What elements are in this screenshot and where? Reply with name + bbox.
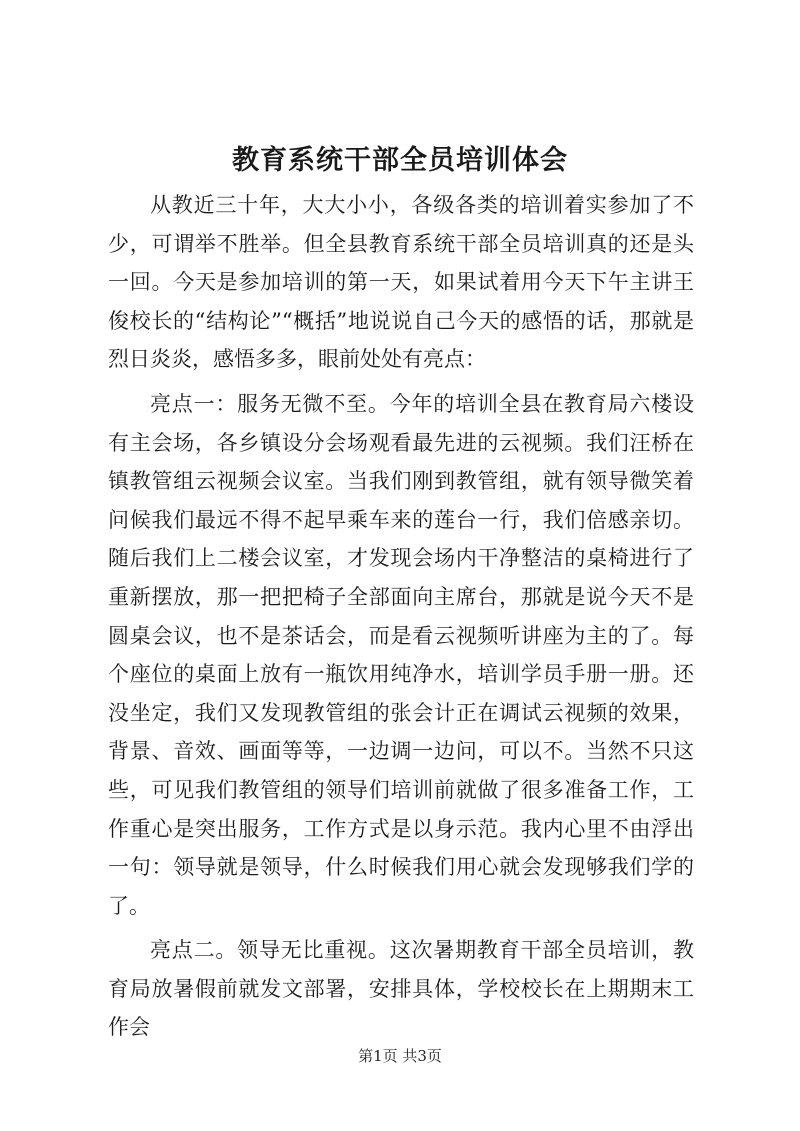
document-title: 教育系统干部全员培训体会 [232, 145, 568, 176]
paragraph-highlight-one: 亮点一：服务无微不至。今年的培训全县在教育局六楼设有主会场，各乡镇设分会场观看最先进的云视频。我们汪桥在镇教管组云视频会议室。当我们刚到教管组，就有领导微笑着问候我们最远不得不起早乘车来的莲台一行，我们倍感亲切。随后我们上二楼会议室，才发现会场内干净整洁的桌椅进行了重新摆放，那一把把椅子全部面向主席台，那就是说今天不是圆桌会议，也不是茶话会，而是看云视频听讲座为主的了。每个座位的桌面上放有一瓶饮用纯净水，培训学员手册一册。还没坐定，我们又发现教管组的张会计正在调试云视频的效果，背景、音效、画面等等，一边调一边问，可以不。当然不只这些，可见我们教管组的领导们培训前就做了很多准备工作，工作重心是突出服务，工作方式是以身示范。我内心里不由浮出一句：领导就是领导，什么时候我们用心就会发现够我们学的了。 [108, 391, 694, 918]
document-body [108, 186, 694, 1047]
paragraph-intro: 从教近三十年，大大小小，各级各类的培训着实参加了不少，可谓举不胜举。但全县教育系统干部全员培训真的还是头一回。今天是参加培训的第一天，如果试着用今天下午主讲王俊校长的“结构论”“概括”地说说自己今天的感悟的话，那就是烈日炎炎，感悟多多，眼前处处有亮点： [108, 193, 694, 372]
page-footer: 第1页 共3页 [358, 1047, 442, 1065]
paragraph-highlight-two: 亮点二。领导无比重视。这次暑期教育干部全员培训，教育局放暑假前就发文部署，安排具体，学校校长在上期期末工作会 [108, 938, 694, 1040]
